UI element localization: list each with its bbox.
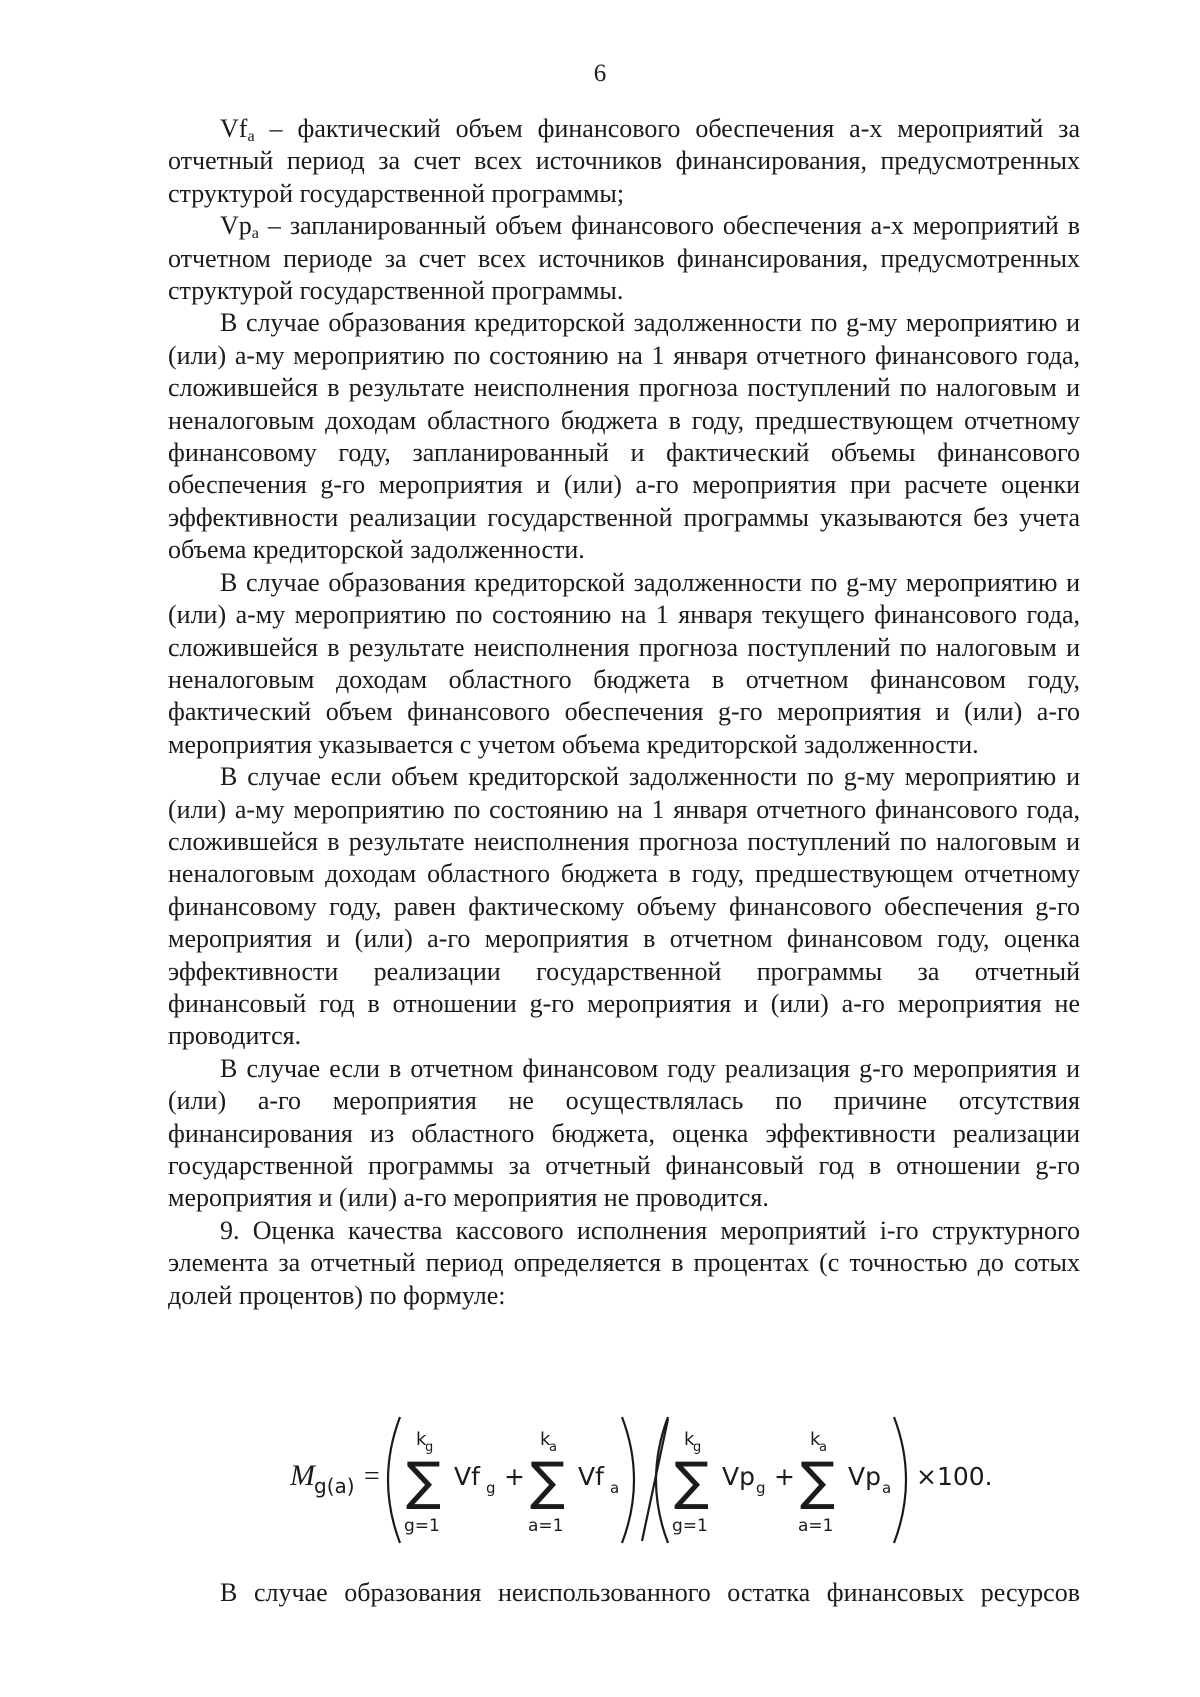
formula-lhs-sub: g(a) — [314, 1474, 355, 1498]
body-text-continued — [168, 1577, 1080, 1609]
formula-equals: = — [364, 1461, 380, 1492]
definition-vfa — [168, 113, 1080, 210]
symbol-vf: Vf — [220, 114, 248, 143]
term-vp-sub-g: g — [756, 1479, 766, 1497]
term-vf: Vf — [578, 1462, 604, 1491]
sum4-upper: k — [810, 1429, 821, 1450]
sum4-symbol: ∑ — [800, 1452, 836, 1512]
left-paren-1 — [388, 1417, 400, 1543]
sum4-upper-sub: a — [819, 1440, 827, 1455]
sum1-upper-sub: g — [425, 1440, 434, 1455]
term-vp-sub-a: a — [882, 1479, 892, 1497]
term-vf-sub-a: a — [610, 1479, 620, 1497]
left-paren-2 — [656, 1417, 668, 1543]
paragraph: В случае образования неиспользованного остатка финансовых ресурсов — [220, 1578, 1080, 1607]
definition-text: – запланированный объем финансового обеспечения а-х мероприятий в отчетном периоде за счет всех источников финансирования, предусмотренных структурой государственной программы. — [168, 211, 1080, 306]
plus-1: + — [504, 1462, 525, 1491]
symbol-sub-a: a — [247, 128, 255, 146]
symbol-sub-a: a — [251, 225, 259, 243]
sum2-symbol: ∑ — [530, 1452, 566, 1512]
formula-tail: ×100. — [916, 1462, 993, 1491]
formula-svg — [290, 1405, 1010, 1555]
paragraph: В случае образования кредиторской задолженности по g-му мероприятию и (или) а-му мероприятию по состоянию на 1 января текущего финансового года, сложившейся в результате неисполнения прогноза поступлений по налоговым и неналоговым доходам областного бюджета в отчетном финансовом году, фактический объем финансового обеспечения g-го мероприятия и (или) а-го мероприятия указывается с учетом объема кредиторской задолженности. — [168, 567, 1080, 759]
right-paren-1 — [622, 1417, 634, 1543]
sum3-lower: g=1 — [672, 1516, 708, 1536]
definition-vpa — [168, 210, 1080, 307]
paragraph: В случае если объем кредиторской задолженности по g-му мероприятию и (или) а-му мероприятию по состоянию на 1 января отчетного финансового года, сложившейся в результате неисполнения прогноза поступлений по налоговым и неналоговым доходам областного бюджета в году, предшествующем отчетному финансовому году, равен фактическому объему финансового обеспечения g-го мероприятия и (или) а-го мероприятия в отчетном финансовом году, оценка эффективности реализации государственной программы за отчетный финансовый год в отношении g-го мероприятия и (или) а-го мероприятия не проводится. — [168, 762, 1080, 1051]
sum3-symbol: ∑ — [674, 1452, 710, 1512]
sum4-lower: a=1 — [798, 1516, 834, 1536]
right-paren-2 — [894, 1417, 906, 1543]
sum1-upper: k — [416, 1429, 427, 1450]
sum2-upper: k — [540, 1429, 551, 1450]
plus-2: + — [774, 1462, 795, 1491]
term-vf-sub-g: g — [486, 1479, 496, 1497]
sum3-upper-sub: g — [693, 1440, 702, 1455]
formula — [290, 1405, 1010, 1555]
definition-text: – фактический объем финансового обеспечения а-х мероприятий за отчетный период за счет всех источников финансирования, предусмотренных структурой государственной программы; — [168, 114, 1080, 208]
term-vf: Vf — [454, 1462, 480, 1491]
paragraph-formula-intro: 9. Оценка качества кассового исполнения мероприятий i-го структурного элемента за отчетный период определяется в процентах (с точностью до сотых долей процентов) по формуле: — [168, 1215, 1080, 1310]
symbol-vp: Vp — [220, 211, 252, 241]
sum1-symbol: ∑ — [406, 1452, 442, 1512]
sum1-lower: g=1 — [404, 1516, 440, 1536]
term-vp: Vp — [722, 1462, 755, 1491]
sum3-upper: k — [684, 1429, 695, 1450]
formula-lhs-symbol: M — [290, 1459, 315, 1492]
paragraph: В случае образования кредиторской задолженности по g-му мероприятию и (или) а-му мероприятию по состоянию на 1 января отчетного финансового года, сложившейся в результате неисполнения прогноза поступлений по налоговым и неналоговым доходам областного бюджета в году, предшествующем отчетному финансовому году, запланированный и фактический объемы финансового обеспечения g-го мероприятия и (или) а-го мероприятия при расчете оценки эффективности реализации государственной программы указываются без учета объема кредиторской задолженности. — [168, 308, 1080, 565]
sum2-upper-sub: a — [549, 1440, 557, 1455]
paragraph: В случае если в отчетном финансовом году реализация g-го мероприятия и (или) а-го мероприятия не осуществлялась по причине отсутствия финансирования из областного бюджета, оценка эффективности реализации государственной программы за отчетный финансовый год в отношении g-го мероприятия и (или) а-го мероприятия не проводится. — [168, 1053, 1080, 1213]
term-vp: Vp — [848, 1462, 881, 1491]
sum2-lower: a=1 — [528, 1516, 564, 1536]
body-text — [168, 113, 1080, 1312]
page-number: 6 — [593, 60, 607, 87]
